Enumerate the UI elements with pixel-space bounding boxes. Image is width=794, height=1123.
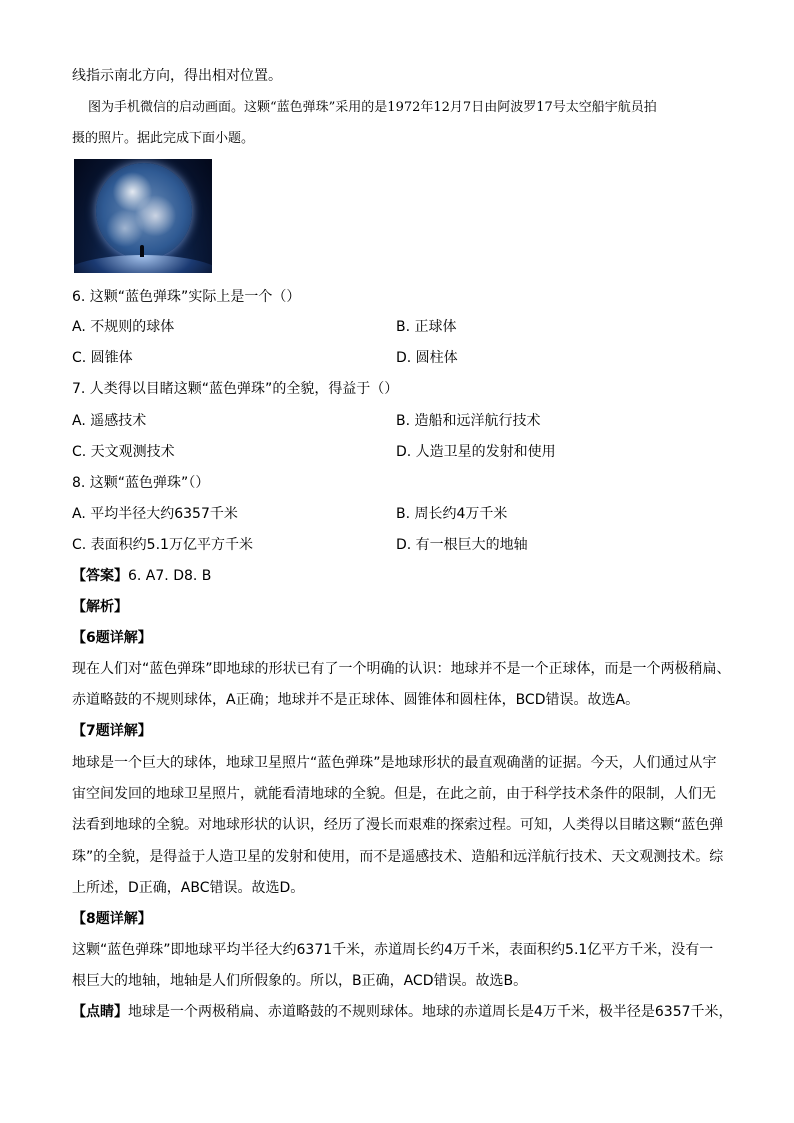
question-8: 8. 这颗“蓝色弹珠”（） <box>72 475 210 491</box>
person-silhouette <box>140 245 144 257</box>
option-8a: A. 平均半径大约6357千米 <box>72 506 238 522</box>
detail-8-text: 根巨大的地轴，地轴是人们所假象的。所以，B正确，ACD错误。故选B。 <box>72 973 528 989</box>
question-intro: 图为手机微信的启动画面。这颗“蓝色弹珠”采用的是1972年12月7日由阿波罗17号太空船宇航员拍 <box>88 100 657 115</box>
horizon-glow <box>74 255 212 273</box>
comment-label: 【点睛】 <box>72 1004 128 1020</box>
question-intro-cont: 摄的照片。据此完成下面小题。 <box>72 131 255 146</box>
detail-7-text: 地球是一个巨大的球体，地球卫星照片“蓝色弹珠”是地球形状的最直观确凿的证据。今天，人们通过从宇 <box>72 755 717 771</box>
question-6: 6. 这颗“蓝色弹珠”实际上是一个（） <box>72 289 301 305</box>
option-7d: D. 人造卫星的发射和使用 <box>396 444 556 460</box>
answer-line <box>72 567 211 585</box>
detail-7-text: 法看到地球的全貌。对地球形状的认识，经历了漫长而艰难的探索过程。可知，人类得以目睹这颗“蓝色弹 <box>72 817 724 833</box>
option-6d: D. 圆柱体 <box>396 350 458 366</box>
detail-7-text: 珠”的全貌，是得益于人造卫星的发射和使用，而不是遥感技术、造船和远洋航行技术、天文观测技术。综 <box>72 849 724 865</box>
detail-8-text: 这颗“蓝色弹珠”即地球平均半径大约6371千米，赤道周长约4万千米，表面积约5.1亿平方千米，没有一 <box>72 942 714 958</box>
earth-image <box>96 163 192 259</box>
detail-7-text: 宙空间发回的地球卫星照片，就能看清地球的全貌。但是，在此之前，由于科学技术条件的限制，人们无 <box>72 786 716 802</box>
detail-7-text: 上所述，D正确，ABC错误。故选D。 <box>72 880 305 896</box>
option-8c: C. 表面积约5.1万亿平方千米 <box>72 537 253 553</box>
answer-label: 【答案】 <box>72 568 128 584</box>
option-7b: B. 造船和远洋航行技术 <box>396 413 541 429</box>
analysis-label: 【解析】 <box>72 599 128 615</box>
option-6a: A. 不规则的球体 <box>72 319 175 335</box>
option-7a: A. 遥感技术 <box>72 413 147 429</box>
question-7: 7. 人类得以目睹这颗“蓝色弹珠”的全貌，得益于（） <box>72 381 399 397</box>
detail-7-heading: 【7题详解】 <box>72 723 152 739</box>
text-line: 线指示南北方向，得出相对位置。 <box>72 68 282 84</box>
option-8b: B. 周长约4万千米 <box>396 506 508 522</box>
comment-text: 地球是一个两极稍扁、赤道略鼓的不规则球体。地球的赤道周长是4万千米，极半径是6357千米， <box>128 1004 733 1020</box>
detail-6-text: 赤道略鼓的不规则球体，A正确；地球并不是正球体、圆锥体和圆柱体，BCD错误。故选A。 <box>72 692 640 708</box>
comment-line <box>72 1003 733 1021</box>
detail-6-heading: 【6题详解】 <box>72 630 152 646</box>
option-6c: C. 圆锥体 <box>72 350 133 366</box>
answer-text: 6. A7. D8. B <box>128 568 212 584</box>
detail-6-text: 现在人们对“蓝色弹珠”即地球的形状已有了一个明确的认识：地球并不是一个正球体，而是一个两极稍扁、 <box>72 661 731 677</box>
option-8d: D. 有一根巨大的地轴 <box>396 537 528 553</box>
option-6b: B. 正球体 <box>396 319 457 335</box>
detail-8-heading: 【8题详解】 <box>72 911 152 927</box>
option-7c: C. 天文观测技术 <box>72 444 175 460</box>
blue-marble-figure <box>74 159 212 273</box>
